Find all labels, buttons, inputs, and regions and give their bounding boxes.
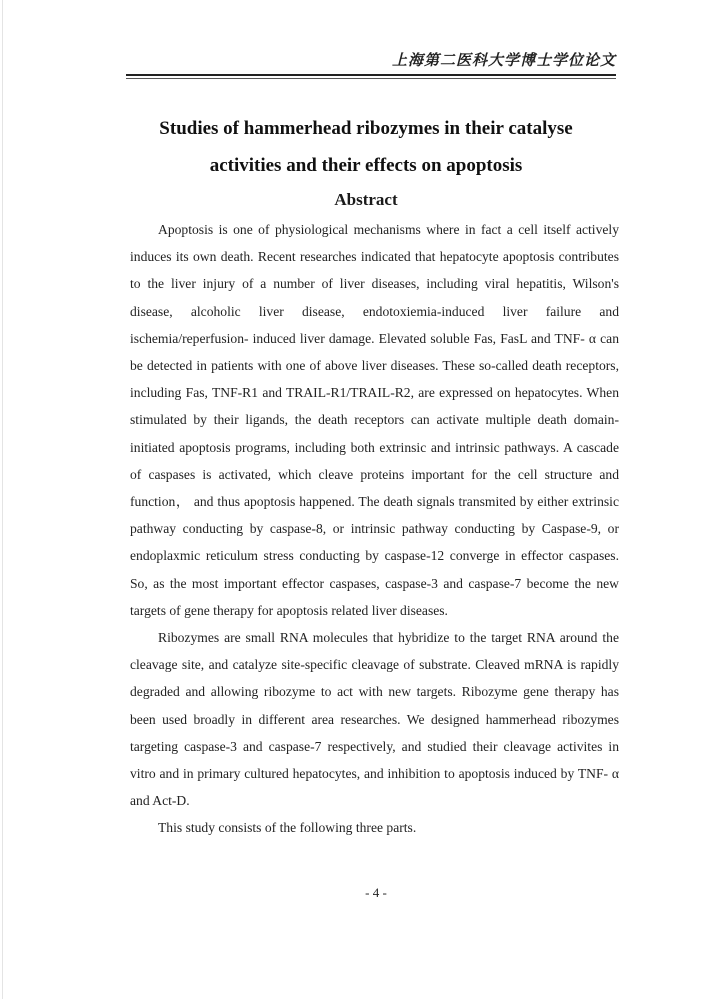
paper-title-line-1: Studies of hammerhead ribozymes in their catalyse (159, 118, 573, 139)
abstract-heading: Abstract (334, 190, 398, 209)
abstract-paragraph: This study consists of the following three parts. (158, 820, 417, 836)
paper-title-line-2: activities and their effects on apoptosis (209, 155, 523, 176)
header-rule (126, 74, 616, 76)
page-number: - 4 - (365, 885, 387, 900)
abstract-paragraph: Apoptosis is one of physiological mechanisms where in fact a cell itself actively induces its own death. Recent researches indicated that hepatocyte apoptosis contributes to the liver injury of a number of liver diseases, including viral hepatitis, Wilson's disease, alcoholic liver disease, endotoxiemia-induced liver failure and ischemia/reperfusion- induced liver damage. Elevated soluble Fas, FasL and TNF- α can be detected in patients with one of above liver diseases. These so-called death receptors, including Fas, TNF-R1 and TRAIL-R1/TRAIL-R2, are expressed on hepatocytes. When stimulated by their ligands, the death receptors can activate multiple death domain-initiated apoptosis programs, including both extrinsic and intrinsic pathways. A cascade of caspases is activated, which cleave proteins important for the cell structure and function， and thus apoptosis happened. The death signals transmited by either extrinsic pathway conducting by caspase-8, or intrinsic pathway conducting by Caspase-9, or endoplaxmic reticulum stress conducting by caspase-12 converge in effector caspases. So, as the most important effector caspases, caspase-3 and caspase-7 become the new targets of gene therapy for apoptosis related liver diseases. (130, 222, 619, 618)
running-header: 上海第二医科大学博士学位论文 (391, 53, 616, 69)
abstract-body (130, 216, 619, 842)
header-rule-thin (126, 78, 616, 79)
abstract-paragraph: Ribozymes are small RNA molecules that hybridize to the target RNA around the cleavage site, and catalyze site-specific cleavage of substrate. Cleaved mRNA is rapidly degraded and allowing ribozyme to act with new targets. Ribozyme gene therapy has been used broadly in different area researches. We designed hammerhead ribozymes targeting caspase-3 and caspase-7 respectively, and studied their cleavage activites in vitro and in primary cultured hepatocytes, and inhibition to apoptosis induced by TNF- α and Act-D. (130, 630, 619, 809)
page-edge-line (2, 0, 3, 999)
